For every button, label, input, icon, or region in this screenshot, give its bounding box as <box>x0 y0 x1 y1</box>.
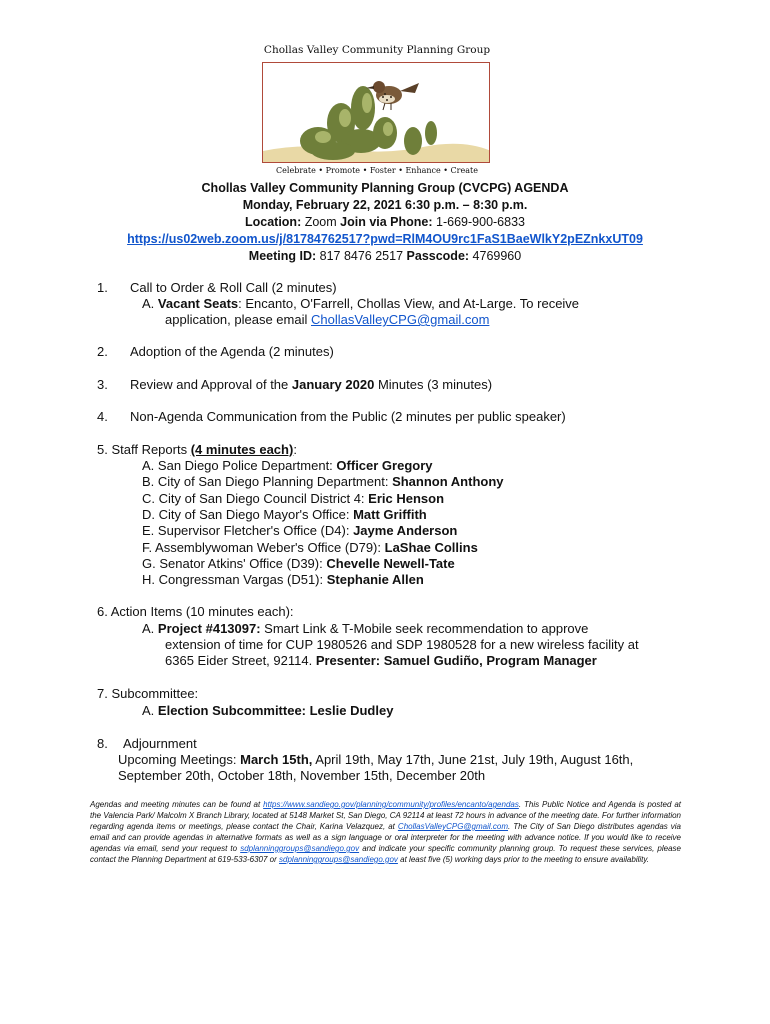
item-6-line3 <box>165 653 597 670</box>
item-3-post: Minutes (3 minutes) <box>377 377 493 392</box>
election-subcommittee: Election Subcommittee: Leslie Dudley <box>157 703 394 718</box>
staff-report-office: City of San Diego Council District 4: <box>158 490 365 506</box>
staff-report-name: Jayme Anderson <box>353 523 458 539</box>
upcoming-dates-1: April 19th, May 17th, June 21st, July 19th, August 16th, <box>315 752 634 767</box>
agendas-link[interactable]: https://www.sandiego.gov/planning/community/profiles/encanto/agendas <box>263 800 519 809</box>
item-7-letter: A. <box>142 703 155 718</box>
staff-report-letter: F. <box>142 539 153 555</box>
item-3-text <box>130 377 492 394</box>
staff-reports-colon: : <box>293 442 297 457</box>
item-3-number: 3. <box>97 377 108 392</box>
passcode-value: 4769960 <box>472 249 522 263</box>
item-6-heading: 6. Action Items (10 minutes each): <box>97 604 294 619</box>
item-1-text: Call to Order & Roll Call (2 minutes) <box>130 280 337 295</box>
cvcpg-email-link[interactable]: ChollasValleyCPG@gmail.com <box>311 312 490 327</box>
staff-report-letter: G. <box>142 555 156 571</box>
item-1-sub <box>142 296 579 313</box>
project-number: Project #413097: <box>157 621 261 636</box>
staff-report-letter: C. <box>142 490 155 506</box>
staff-report-item <box>142 474 504 491</box>
item-7-sub <box>142 703 393 720</box>
staff-report-item <box>142 491 444 508</box>
vacant-seats-text: : Encanto, O'Farrell, Chollas View, and At-Large. To receive <box>238 296 580 311</box>
footer-text-5: at least five (5) working days prior to the meeting to ensure availability. <box>400 855 649 864</box>
application-text: application, please email <box>165 312 308 327</box>
item-6-letter: A. <box>142 621 155 636</box>
staff-report-name: Stephanie Allen <box>326 572 424 588</box>
staff-report-letter: A. <box>142 458 155 473</box>
cvcpg-logo <box>262 44 492 178</box>
next-meeting: March 15th, <box>240 752 313 767</box>
meeting-id-label: Meeting ID: <box>248 249 317 263</box>
item-4-text: Non-Agenda Communication from the Public (2 minutes per public speaker) <box>130 409 566 424</box>
project-line1: Smart Link & T-Mobile seek recommendation to approve <box>264 621 589 636</box>
staff-report-office: Assemblywoman Weber's Office (D79): <box>155 539 381 555</box>
planning-email-link-2[interactable]: sdplanninggroups@sandiego.gov <box>279 855 398 864</box>
item-6-line2: extension of time for CUP 1980526 and SDP 1980528 for a new wireless facility at <box>165 637 639 652</box>
staff-report-item <box>142 507 427 524</box>
item-3-pre: Review and Approval of the <box>130 377 289 392</box>
staff-report-name: LaShae Collins <box>384 539 478 555</box>
item-2-text: Adoption of the Agenda (2 minutes) <box>130 344 334 359</box>
meeting-date: Monday, February 22, 2021 6:30 p.m. – 8:30 p.m. <box>242 198 528 212</box>
staff-report-office: Congressman Vargas (D51): <box>158 572 324 588</box>
agenda-title: Chollas Valley Community Planning Group (CVCPG) AGENDA <box>201 181 569 195</box>
meeting-location <box>0 214 770 231</box>
meeting-id-value: 817 8476 2517 <box>319 249 404 263</box>
planning-email-link[interactable]: sdplanninggroups@sandiego.gov <box>240 844 360 853</box>
logo-motto: Celebrate • Promote • Foster • Enhance • Create <box>276 166 478 175</box>
project-address: 6365 Eider Street, 92114. <box>165 653 313 668</box>
staff-reports-duration: (4 minutes each) <box>190 442 294 457</box>
staff-report-item <box>142 540 478 557</box>
staff-report-letter: D. <box>142 506 155 522</box>
item-8-number: 8. <box>97 736 108 751</box>
item-6-line1 <box>142 621 588 638</box>
location-label: Location: <box>244 215 302 229</box>
staff-report-name: Eric Henson <box>368 490 445 506</box>
item-7-heading: 7. Subcommittee: <box>97 686 199 701</box>
staff-report-name: Chevelle Newell-Tate <box>326 555 455 571</box>
staff-report-item <box>142 458 433 475</box>
staff-report-office: City of San Diego Planning Department: <box>157 474 389 490</box>
project-presenter: Presenter: Samuel Gudiño, Program Manager <box>315 653 597 668</box>
staff-report-name: Officer Gregory <box>336 458 433 473</box>
item-3-month: January 2020 <box>291 377 375 392</box>
item-1-number: 1. <box>97 280 108 295</box>
cactus-wren-illustration <box>263 63 490 163</box>
footer-text-4: and indicate your specific community planning group. To request these services, please contact the Planning Department at 619-533-6307 or <box>90 844 681 864</box>
item-2-number: 2. <box>97 344 108 359</box>
staff-reports-label: 5. Staff Reports <box>97 442 188 457</box>
staff-report-office: San Diego Police Department: <box>157 458 333 473</box>
item-5-heading <box>97 442 297 459</box>
staff-report-letter: B. <box>142 474 155 490</box>
footer-notice <box>90 799 681 865</box>
passcode-label: Passcode: <box>406 249 470 263</box>
staff-report-letter: H. <box>142 572 155 588</box>
staff-report-name: Matt Griffith <box>353 506 427 522</box>
phone-label: Join via Phone: <box>340 215 433 229</box>
location-value: Zoom <box>304 215 337 229</box>
meeting-credentials <box>0 248 770 265</box>
footer-text-3: . The City of San Diego distributes agendas via email and can provide agendas in alternative formats as well as a sign language or oral interpreter for the meeting with advance notice. If you would like to receive agendas via email, send your request to <box>90 822 682 853</box>
logo-title: Chollas Valley Community Planning Group <box>263 44 491 56</box>
staff-report-office: Supervisor Fletcher's Office (D4): <box>157 523 350 539</box>
item-4-number: 4. <box>97 409 108 424</box>
staff-report-letter: E. <box>142 523 155 539</box>
staff-report-item <box>142 572 424 589</box>
upcoming-meetings-line2: September 20th, October 18th, November 15th, December 20th <box>118 768 486 783</box>
staff-report-item <box>142 523 457 540</box>
staff-report-office: City of San Diego Mayor's Office: <box>158 506 350 522</box>
phone-value: 1-669-900-6833 <box>436 215 525 229</box>
agenda-header <box>0 180 770 265</box>
item-1-sub-line2 <box>165 312 489 329</box>
footer-text-2: . This Public Notice and Agenda is posted at the Valencia Park/ Malcolm X Branch Library, located at 5148 Market St, San Diego, CA 92114 at least 72 hours in advance of the meeting date. For further information regarding agenda items or meetings, please contact the Chair, Karina Velazquez, at <box>90 800 681 831</box>
footer-text-1: Agendas and meeting minutes can be found at <box>90 800 261 809</box>
item-8-text: Adjournment <box>123 736 197 751</box>
staff-report-office: Senator Atkins' Office (D39): <box>159 555 323 571</box>
staff-report-item <box>142 556 455 573</box>
staff-report-name: Shannon Anthony <box>392 474 504 490</box>
chair-email-link[interactable]: ChollasValleyCPG@gmail.com <box>397 822 509 831</box>
zoom-link[interactable]: https://us02web.zoom.us/j/81784762517?pwd=RlM4OU9rc1FaS1BaeWlkY2pEZnkxUT09 <box>127 232 643 246</box>
item-1-sub-letter: A. <box>142 296 155 311</box>
upcoming-label: Upcoming Meetings: <box>118 752 237 767</box>
upcoming-meetings-line1 <box>118 752 633 769</box>
logo-illustration <box>262 62 490 163</box>
vacant-seats-label: Vacant Seats <box>157 296 239 311</box>
